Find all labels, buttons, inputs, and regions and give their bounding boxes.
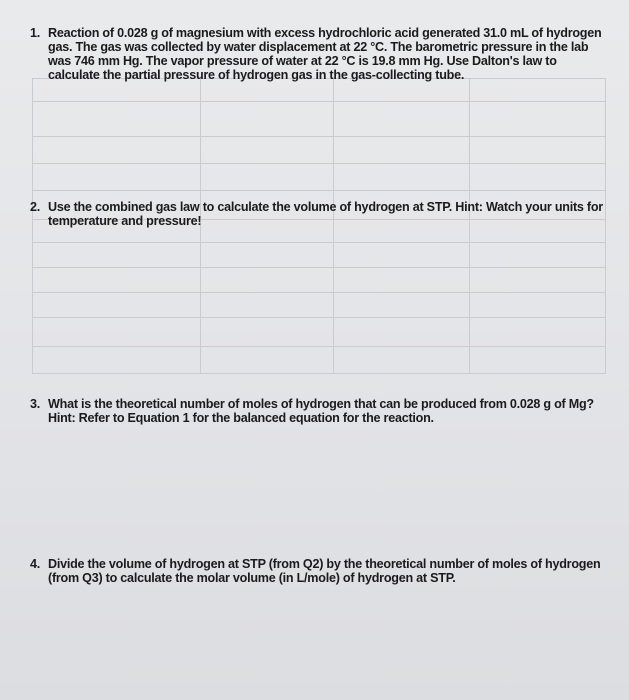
question-1-number: 1.: [30, 26, 41, 40]
question-1-text: Reaction of 0.028 g of magnesium with excess hydrochloric acid generated 31.0 mL of hydrogen gas. The gas was collected by water displacement at 22 °C. The barometric pressure in the lab was 746 mm Hg. The vapor pressure of water at 22 °C is 19.8 mm Hg. Use Dalton's law to calculate the partial pressure of hydrogen gas in the gas-collecting tube.: [48, 26, 602, 82]
question-4: [30, 557, 626, 585]
question-3: [30, 397, 610, 425]
question-3-text: What is the theoretical number of moles of hydrogen that can be produced from 0.028 g of Mg? Hint: Refer to Equation 1 for the balanced equation for the reaction.: [48, 397, 594, 425]
question-1: [30, 26, 610, 82]
question-4-text: Divide the volume of hydrogen at STP (from Q2) by the theoretical number of moles of hydrogen (from Q3) to calculate the molar volume (in L/mole) of hydrogen at STP.: [48, 557, 601, 585]
question-3-number: 3.: [30, 397, 41, 411]
question-4-number: 4.: [30, 557, 41, 571]
question-2-number: 2.: [30, 200, 41, 214]
question-2-text: Use the combined gas law to calculate the volume of hydrogen at STP. Hint: Watch your units for temperature and pressure!: [48, 200, 603, 228]
question-2: [30, 200, 610, 228]
